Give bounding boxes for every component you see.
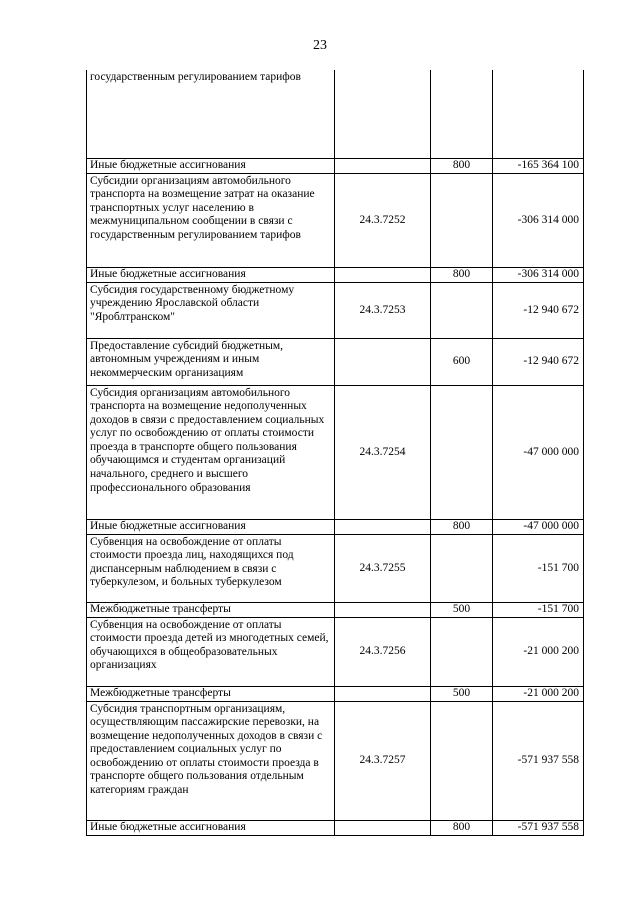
row-type — [431, 617, 493, 686]
row-code: 24.3.7257 — [335, 701, 431, 820]
row-type: 600 — [431, 338, 493, 385]
row-sum: -47 000 000 — [493, 519, 584, 534]
table-row — [87, 338, 584, 385]
row-code — [335, 602, 431, 617]
page-number: 23 — [313, 38, 327, 53]
row-sum: -165 364 100 — [493, 158, 584, 173]
table-row — [87, 519, 584, 534]
row-sum: -12 940 672 — [493, 282, 584, 338]
row-type: 800 — [431, 158, 493, 173]
row-sum: -12 940 672 — [493, 338, 584, 385]
row-type: 800 — [431, 519, 493, 534]
row-name: Предоставление субсидий бюджетным, автономным учреждениям и иным некоммерческим организациям — [87, 338, 335, 385]
table-row — [87, 70, 584, 158]
row-sum: -21 000 200 — [493, 686, 584, 701]
row-type — [431, 534, 493, 602]
row-name: Субсидия организациям автомобильного транспорта на возмещение недополученных доходов в связи с предоставлением социальных услуг по освобождению от оплаты стоимости проезда в транспорте общего пользования обучающимся и студентам организаций начального, среднего и высшего профессионального образования — [87, 385, 335, 519]
row-name: Иные бюджетные ассигнования — [87, 820, 335, 835]
row-name: Иные бюджетные ассигнования — [87, 519, 335, 534]
table-row — [87, 385, 584, 519]
row-name: Субвенция на освобождение от оплаты стоимости проезда лиц, находящихся под диспансерным наблюдением в связи с туберкулезом, и больных туберкулезом — [87, 534, 335, 602]
row-name: Иные бюджетные ассигнования — [87, 158, 335, 173]
row-name: Субсидия государственному бюджетному учреждению Ярославской области "Яроблтранском" — [87, 282, 335, 338]
row-sum: -306 314 000 — [493, 267, 584, 282]
row-type — [431, 385, 493, 519]
row-type — [431, 70, 493, 158]
table-row — [87, 534, 584, 602]
table-row — [87, 267, 584, 282]
table-row — [87, 173, 584, 267]
row-code: 24.3.7255 — [335, 534, 431, 602]
row-code — [335, 686, 431, 701]
table-row — [87, 617, 584, 686]
row-sum — [493, 70, 584, 158]
row-code: 24.3.7254 — [335, 385, 431, 519]
row-code: 24.3.7253 — [335, 282, 431, 338]
row-code — [335, 70, 431, 158]
row-name: Субсидии организациям автомобильного транспорта на возмещение затрат на оказание транспортных услуг населению в межмуниципальном сообщении в связи с государственным регулированием тарифов — [87, 173, 335, 267]
row-type: 500 — [431, 686, 493, 701]
row-name: Субвенция на освобождение от оплаты стоимости проезда детей из многодетных семей, обучающихся в общеобразовательных организациях — [87, 617, 335, 686]
row-code: 24.3.7256 — [335, 617, 431, 686]
row-type: 500 — [431, 602, 493, 617]
row-type — [431, 173, 493, 267]
row-name: Субсидия транспортным организациям, осуществляющим пассажирские перевозки, на возмещение недополученных доходов в связи с предоставлением социальных услуг по освобождению от оплаты стоимости проезда в транспорте общего пользования отдельным категориям граждан — [87, 701, 335, 820]
row-sum: -151 700 — [493, 602, 584, 617]
row-sum: -571 937 558 — [493, 701, 584, 820]
row-sum: -151 700 — [493, 534, 584, 602]
table-row — [87, 602, 584, 617]
row-sum: -21 000 200 — [493, 617, 584, 686]
row-code — [335, 338, 431, 385]
row-sum: -306 314 000 — [493, 173, 584, 267]
row-name: Иные бюджетные ассигнования — [87, 267, 335, 282]
budget-table — [86, 70, 584, 836]
row-code — [335, 820, 431, 835]
row-sum: -47 000 000 — [493, 385, 584, 519]
row-type — [431, 282, 493, 338]
row-code — [335, 267, 431, 282]
table-row — [87, 701, 584, 820]
row-sum: -571 937 558 — [493, 820, 584, 835]
row-code: 24.3.7252 — [335, 173, 431, 267]
row-name: государственным регулированием тарифов — [87, 70, 335, 158]
row-code — [335, 519, 431, 534]
table-row — [87, 686, 584, 701]
row-name: Межбюджетные трансферты — [87, 686, 335, 701]
row-type — [431, 701, 493, 820]
row-type: 800 — [431, 820, 493, 835]
row-code — [335, 158, 431, 173]
table-row — [87, 282, 584, 338]
row-name: Межбюджетные трансферты — [87, 602, 335, 617]
table-row — [87, 820, 584, 835]
table-row — [87, 158, 584, 173]
row-type: 800 — [431, 267, 493, 282]
